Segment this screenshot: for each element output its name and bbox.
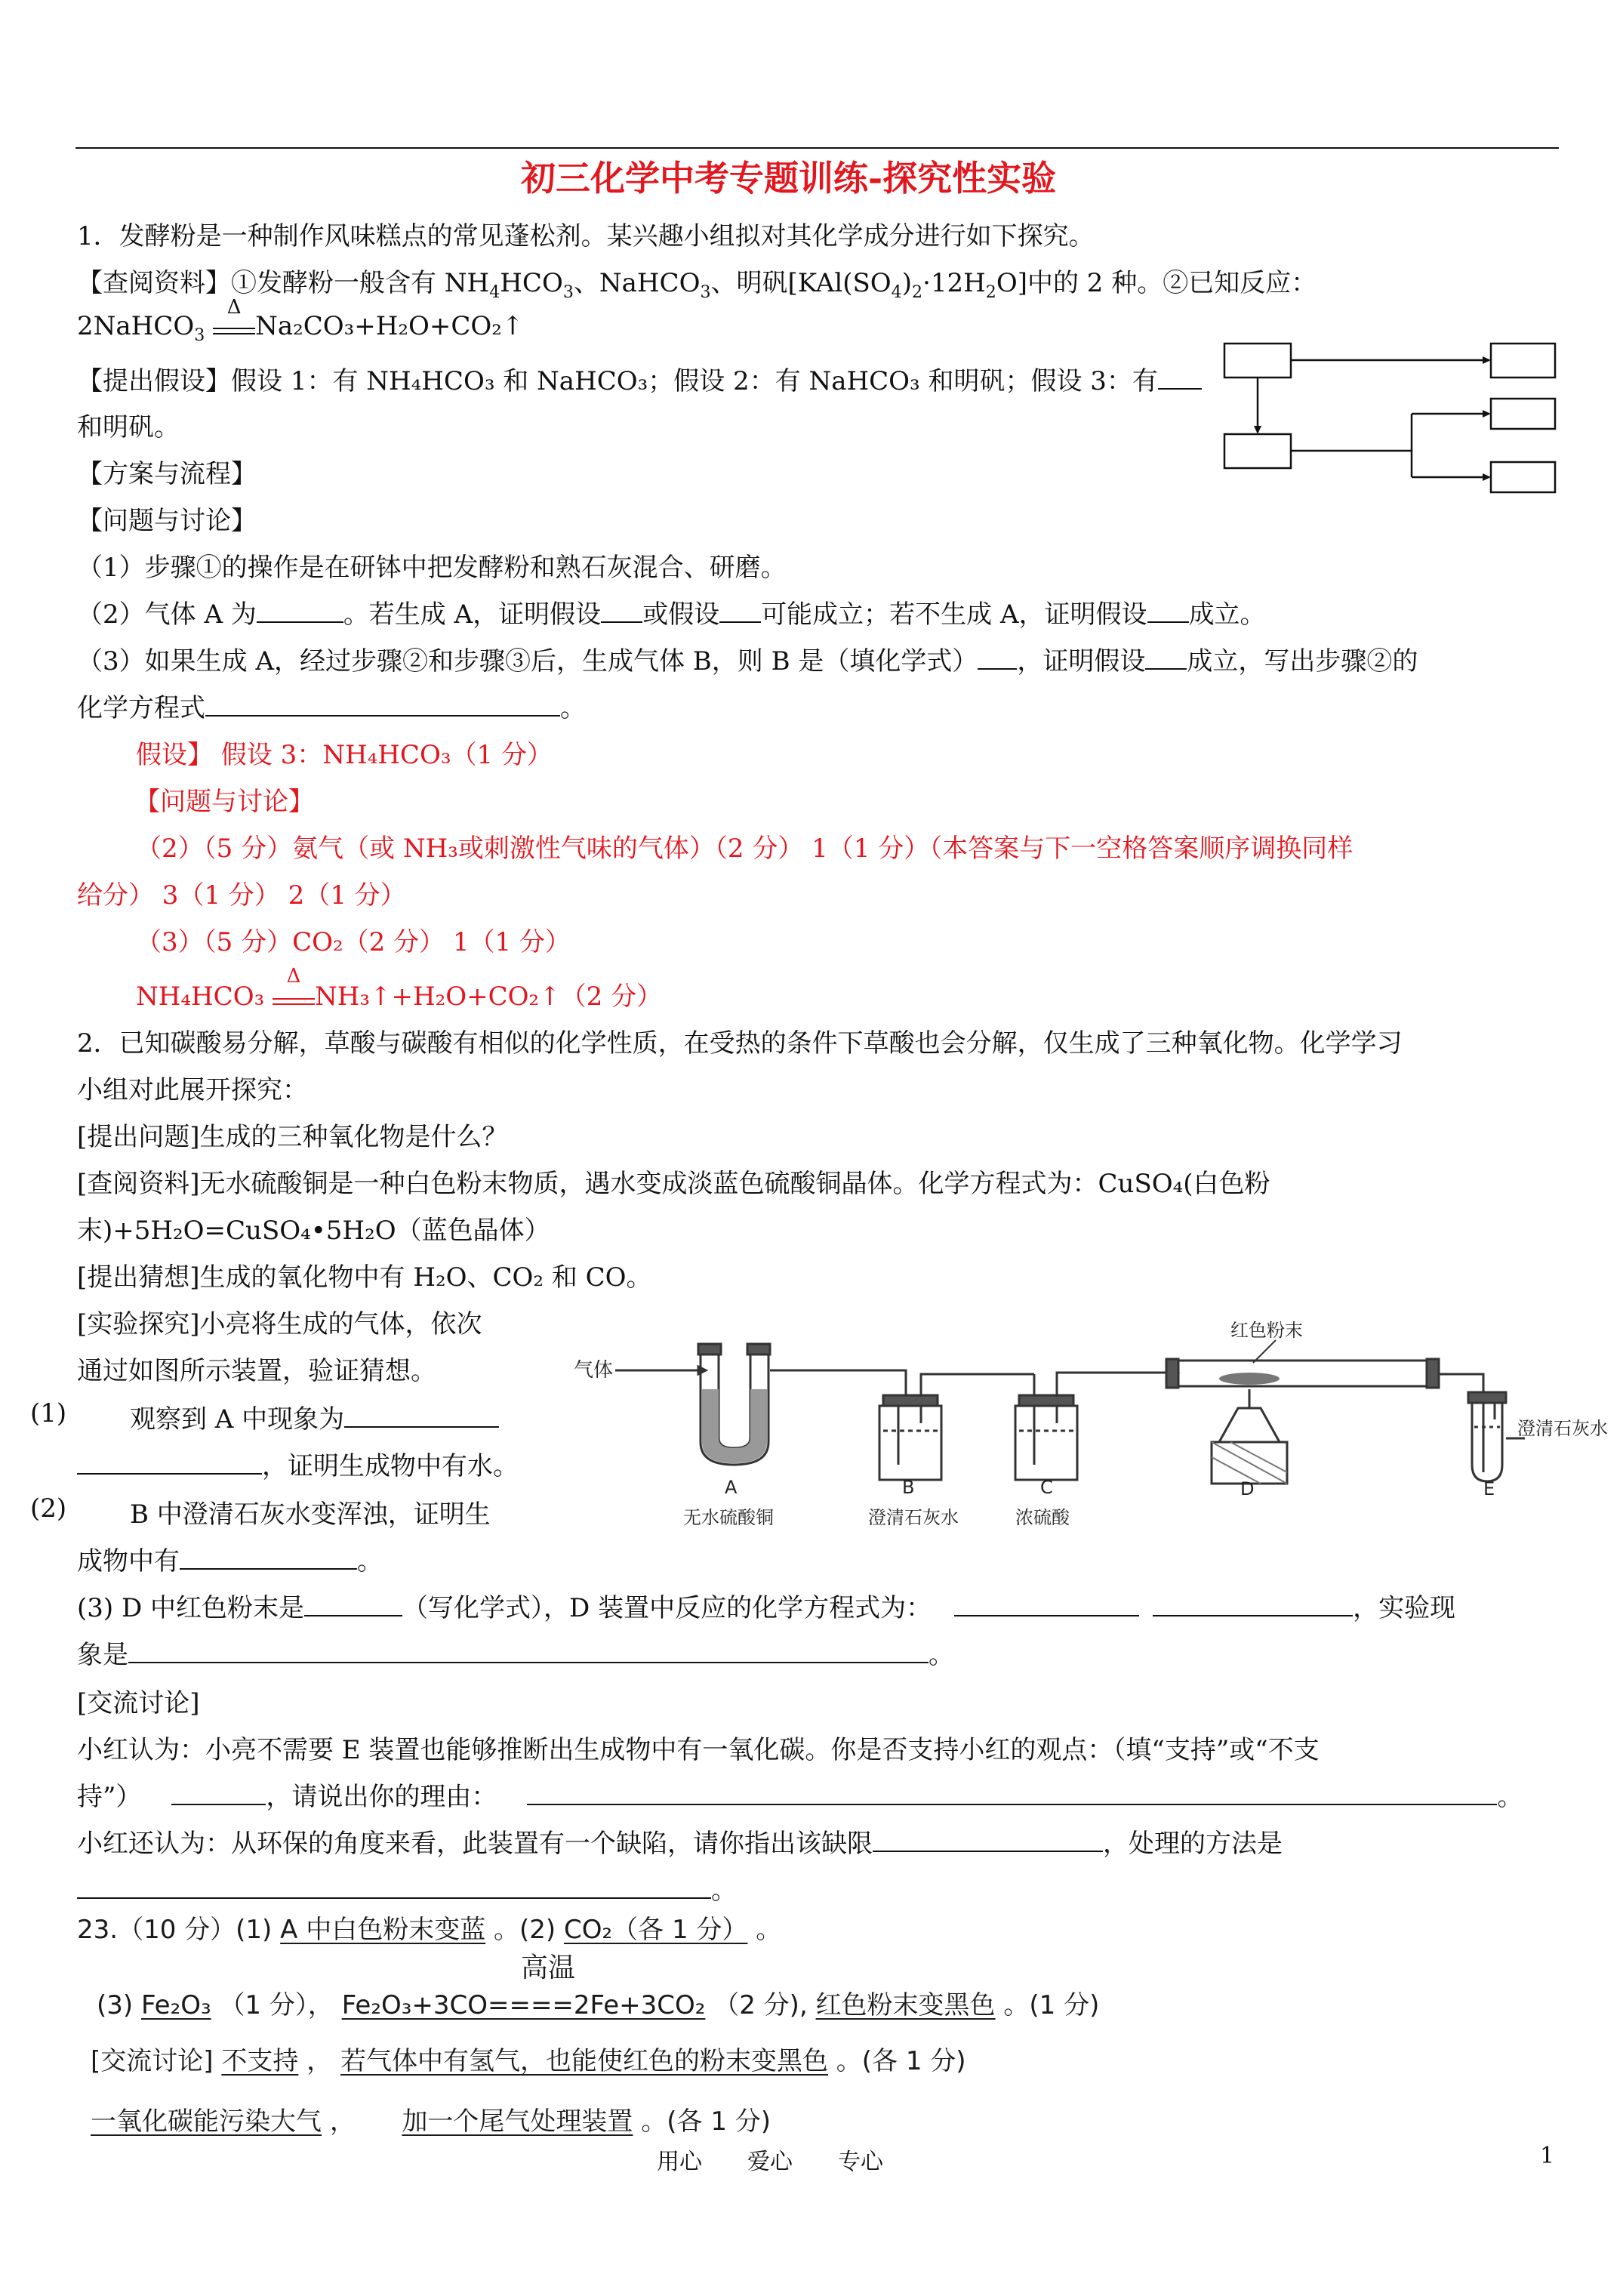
name-a: 无水硫酸铜: [683, 1507, 774, 1528]
name-b: 澄清石灰水: [868, 1507, 959, 1528]
q2-lookup-2: 末)+5H₂O=CuSO₄•5H₂O（蓝色晶体）: [77, 1216, 550, 1246]
delta-sign: Δ: [226, 296, 242, 319]
label-c: C: [1040, 1477, 1053, 1498]
page-title: 初三化学中考专题训练-探究性实验: [521, 158, 1057, 199]
a1-part2: （2）（5 分）氨气（或 NH₃或刺激性气味的气体）（2 分） 1（1 分）（本答案与下一空格答案顺序调换同样: [136, 834, 1354, 864]
q1-lookup: 【查阅资料】①发酵粉一般含有 $NH_4HCO_3$、NaHCO$_3$、明矾$[KAl(SO_4)_2\cdot 12H_2O]$中的 2 种。②已知反应：: [77, 268, 1317, 302]
q1-stem: 1．发酵粉是一种制作风味糕点的常见蓬松剂。某兴趣小组拟对其化学成分进行如下探究。: [77, 221, 1095, 251]
a1-part2-line2: 给分） 3（1 分） 2（1 分）: [77, 880, 406, 911]
q2-sub1: 观察到 A 中现象为: [130, 1398, 499, 1435]
q2-sub3-line2: 象是 。: [77, 1640, 954, 1670]
q1-flow-diagram: [1208, 332, 1563, 506]
label-b: B: [902, 1477, 915, 1498]
q1-hypothesis-2: 和明矾。: [77, 412, 180, 442]
gas-label: 气体: [574, 1359, 614, 1382]
q2-experiment: [实验探究]小亮将生成的气体，依次: [77, 1309, 482, 1339]
a2-condition: 高温: [521, 1952, 576, 1983]
q2-sub1-line2: ，证明生成物中有水。: [77, 1445, 519, 1482]
q2-sub2: B 中澄清石灰水变浑浊，证明生: [130, 1499, 491, 1530]
q2-sub3: (3) D 中红色粉末是 （写化学式），D 装置中反应的化学方程式为： ，实验现: [77, 1593, 1456, 1623]
label-e: E: [1483, 1478, 1495, 1499]
header-rule: [75, 147, 1559, 149]
footer-motto: 用心 爱心 专心: [657, 2149, 883, 2175]
a1-part3: （3）（5 分）CO₂（2 分） 1（1 分）: [136, 927, 571, 957]
limewater-e-label: 澄清石灰水: [1517, 1418, 1608, 1439]
q2-discussion-4: 。: [77, 1869, 737, 1906]
q2-question: [提出问题]生成的三种氧化物是什么？: [77, 1122, 508, 1152]
q2-stem: 2．已知碳酸易分解，草酸与碳酸有相似的化学性质，在受热的条件下草酸也会分解，仅生成了三种氧化物。化学学习: [77, 1028, 1403, 1059]
a2-line4: 一氧化碳能污染大气 ， 加一个尾气处理装置 。(各 1 分): [91, 2106, 771, 2137]
a1-equation: NH₄HCO₃ Δ NH₃↑+H₂O+CO₂↑（2 分）: [136, 965, 663, 1012]
q2-lookup: [查阅资料]无水硫酸铜是一种白色粉末物质，遇水变成淡蓝色硫酸铜晶体。化学方程式为：CuSO₄(白色粉: [77, 1169, 1270, 1199]
label-a: A: [725, 1477, 738, 1498]
q2-discussion-3: 小红还认为：从环保的角度来看，此装置有一个缺陷，请你指出该缺限 ，处理的方法是: [77, 1829, 1283, 1859]
page-number: 1: [1540, 2143, 1555, 2169]
q1-discussion-label: 【问题与讨论】: [77, 506, 257, 536]
q2-discussion-label: [交流讨论]: [77, 1688, 200, 1718]
q2-stem-2: 小组对此展开探究：: [77, 1075, 308, 1105]
a2-line2: (3) Fe₂O₃ （1 分）， Fe₂O₃+3CO====2Fe+3CO₂ （2 分), 红色粉末变黑色 。(1 分): [97, 1990, 1100, 2020]
q2-sub1-number: (1): [30, 1398, 67, 1428]
q2-discussion-1: 小红认为：小亮不需要 E 装置也能够推断出生成物中有一氧化碳。你是否支持小红的观点：（填“支持”或“不支: [77, 1735, 1320, 1765]
q2-sub2-number: (2): [30, 1493, 67, 1524]
q1-plan-label: 【方案与流程】: [77, 459, 257, 489]
a2-line3: [交流讨论] 不支持 ， 若气体中有氢气，也能使红色的粉末变黑色 。(各 1 分): [91, 2046, 966, 2076]
delta-sign: Δ: [286, 965, 301, 988]
a1-discussion-label: 【问题与讨论】: [134, 787, 314, 817]
q1-part3: （3）如果生成 A，经过步骤②和步骤③后，生成气体 B，则 B 是（填化学式） ，证明假设 成立，写出步骤②的: [77, 646, 1418, 676]
q2-discussion-2: 持”） ，请说出你的理由： 。: [77, 1782, 1523, 1812]
q2-experiment-2: 通过如图所示装置，验证猜想。: [77, 1356, 436, 1386]
label-d: D: [1240, 1478, 1255, 1499]
name-c: 浓硫酸: [1015, 1507, 1070, 1528]
a2-line1: 23.（10 分）(1) A 中白色粉末变蓝 。(2) CO₂（各 1 分） 。: [77, 1915, 782, 1945]
q1-equation: 2NaHCO$_3$ Δ Na₂CO₃+H₂O+CO₂↑: [77, 296, 524, 345]
q1-part2: （2）气体 A 为 。若生成 A，证明假设 或假设 可能成立；若不生成 A，证明假设 成立。: [77, 599, 1266, 630]
q2-sub2-line2: 成物中有 。: [77, 1546, 383, 1576]
a1-hypothesis: 假设】 假设 3：NH₄HCO₃（1 分）: [136, 740, 553, 770]
apparatus-diagram: [574, 1314, 1608, 1540]
q2-guess: [提出猜想]生成的氧化物中有 H₂O、CO₂ 和 CO。: [77, 1262, 652, 1293]
q1-part1: （1）步骤①的操作是在研钵中把发酵粉和熟石灰混合、研磨。: [77, 553, 787, 583]
q1-part3-line2: 化学方程式 。: [77, 693, 586, 723]
red-powder-label: 红色粉末: [1230, 1320, 1303, 1341]
q1-hypothesis: 【提出假设】假设 1：有 NH₄HCO₃ 和 NaHCO₃；假设 2：有 NaHCO₃ 和明矾；假设 3：有: [77, 360, 1202, 397]
